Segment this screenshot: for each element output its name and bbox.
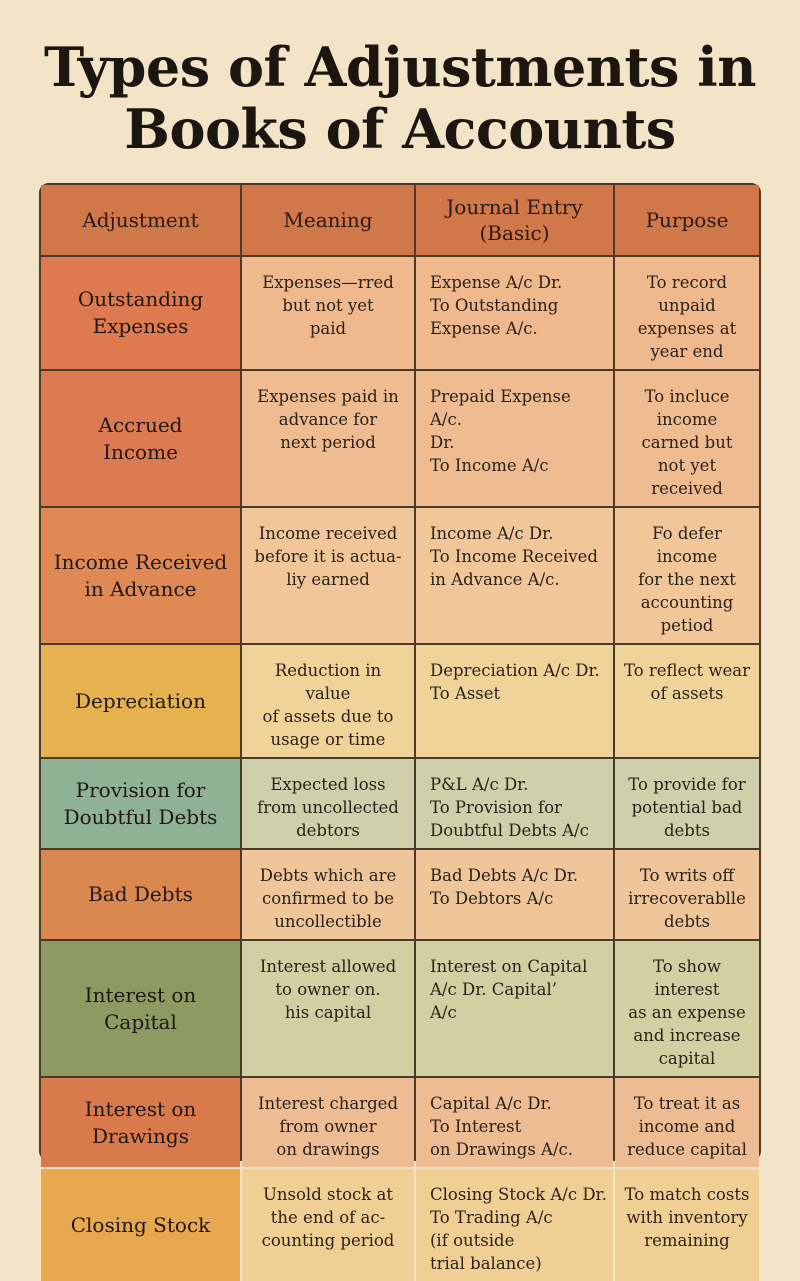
row-purpose-cell: To reflect wear of assets — [615, 645, 759, 757]
row-journal-cell: Bad Debts A/c Dr. To Debtors A/c — [416, 850, 613, 939]
page-title — [0, 36, 800, 160]
header-meaning: Meaning — [242, 185, 414, 255]
row-journal-cell: P&L A/c Dr. To Provision for Doubtful Debts A/c — [416, 759, 613, 848]
row-meaning-cell: Interest allowed to owner on. his capital — [242, 941, 414, 1076]
row-adjustment-cell: Depreciation — [41, 645, 240, 757]
row-adjustment-cell: Outstanding Expenses — [41, 257, 240, 369]
row-journal-cell: Depreciation A/c Dr. To Asset — [416, 645, 613, 757]
row-journal-cell: Prepaid Expense A/c. Dr. To Income A/c — [416, 371, 613, 506]
row-meaning-cell: Expenses—rred but not yet paid — [242, 257, 414, 369]
row-purpose-cell: To treat it as income and reduce capital — [615, 1078, 759, 1167]
row-meaning-cell: Expenses paid in advance for next period — [242, 371, 414, 506]
row-adjustment-cell: Income Received in Advance — [41, 508, 240, 643]
row-meaning-cell: Expected loss from uncollected debtors — [242, 759, 414, 848]
row-journal-cell: Interest on Capital A/c Dr. Capital’ A/c — [416, 941, 613, 1076]
header-purpose: Purpose — [615, 185, 759, 255]
header-adjustment: Adjustment — [41, 185, 240, 255]
row-purpose-cell: To record unpaid expenses at year end — [615, 257, 759, 369]
row-adjustment-cell: Accrued Income — [41, 371, 240, 506]
row-journal-cell: Closing Stock A/c Dr. To Trading A/c (if outside trial balance) — [416, 1169, 613, 1281]
row-meaning-cell: Income received before it is actua- liy earned — [242, 508, 414, 643]
row-meaning-cell: Reduction in value of assets due to usage or time — [242, 645, 414, 757]
row-adjustment-cell: Interest on Drawings — [41, 1078, 240, 1167]
row-purpose-cell: To show interest as an expense and increase capital — [615, 941, 759, 1076]
row-journal-cell: Capital A/c Dr. To Interest on Drawings A/c. — [416, 1078, 613, 1167]
row-purpose-cell: To incluce income carned but not yet received — [615, 371, 759, 506]
adjustments-table — [39, 183, 761, 1273]
row-adjustment-cell: Interest on Capital — [41, 941, 240, 1076]
row-purpose-cell: To match costs with inventory remaining — [615, 1169, 759, 1281]
row-adjustment-cell: Bad Debts — [41, 850, 240, 939]
row-journal-cell: Expense A/c Dr. To Outstanding Expense A/c. — [416, 257, 613, 369]
title-line-2: Books of Accounts — [124, 97, 676, 161]
row-adjustment-cell: Provision for Doubtful Debts — [41, 759, 240, 848]
title-line-1: Types of Adjustments in — [44, 35, 756, 99]
row-purpose-cell: To writs off irrecoverablle debts — [615, 850, 759, 939]
row-adjustment-cell: Closing Stock — [41, 1169, 240, 1281]
header-journal-entry: Journal Entry (Basic) — [416, 185, 613, 255]
row-meaning-cell: Interest charged from owner on drawings — [242, 1078, 414, 1167]
row-journal-cell: Income A/c Dr. To Income Received in Advance A/c. — [416, 508, 613, 643]
row-meaning-cell: Debts which are confirmed to be uncollectible — [242, 850, 414, 939]
row-purpose-cell: Fo defer income for the next accounting petiod — [615, 508, 759, 643]
row-purpose-cell: To provide for potential bad debts — [615, 759, 759, 848]
row-meaning-cell: Unsold stock at the end of ac- counting period — [242, 1169, 414, 1281]
